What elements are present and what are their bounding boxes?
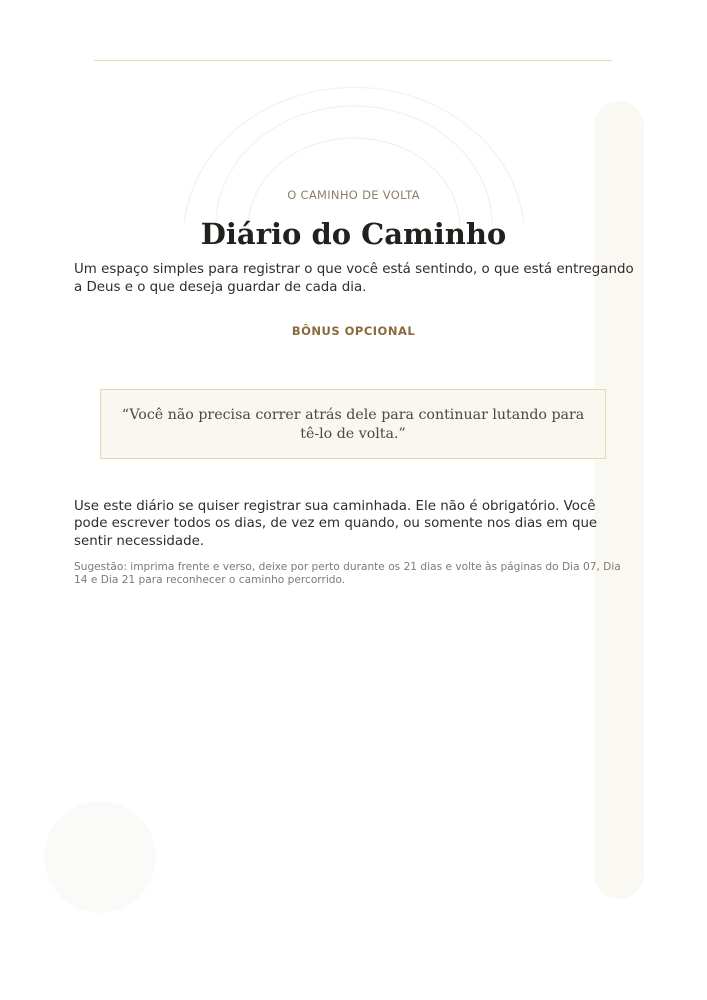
bonus-badge: BÔNUS OPCIONAL — [291, 324, 416, 338]
decorative-circle — [44, 801, 156, 913]
intro-paragraph: Um espaço simples para registrar o que você está sentindo, o que está entregando a Deus e o que deseja guardar de cada dia. — [74, 262, 634, 295]
eyebrow-label: O CAMINHO DE VOLTA — [287, 188, 420, 202]
body-paragraph: Use este diário se quiser registrar sua caminhada. Ele não é obrigatório. Você pode escrever todos os dias, de vez em quando, ou somente nos dias em que sentir necessidade. — [74, 499, 598, 549]
quote-box — [100, 389, 606, 459]
decorative-arcs — [170, 60, 540, 240]
suggestion-note: Sugestão: imprima frente e verso, deixe por perto durante os 21 dias e volte às páginas do Dia 07, Dia 14 e Dia 21 para reconhecer o caminho percorrido. — [74, 561, 621, 587]
quote-text: “Você não precisa correr atrás dele para continuar lutando para tê-lo de volta.” — [121, 407, 585, 442]
page-title: Diário do Caminho — [200, 217, 507, 251]
